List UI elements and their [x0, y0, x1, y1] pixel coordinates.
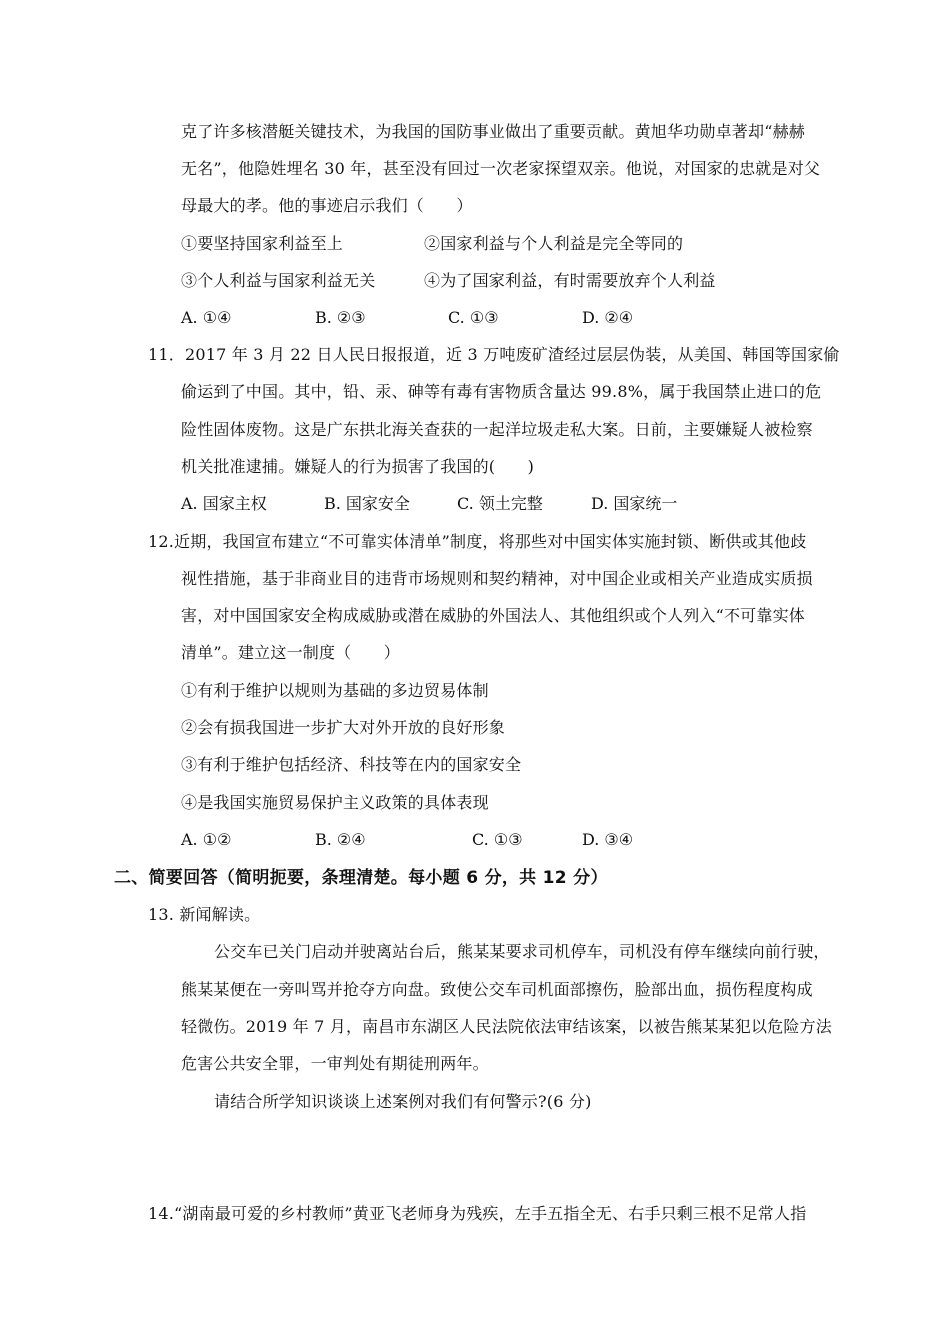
q13-paragraph-line-1: 公交车已关门启动并驶离站台后，熊某某要求司机停车，司机没有停车继续向前行驶， [214, 942, 830, 961]
q10-text-line-3: 母最大的孝。他的事迹启示我们（ ） [181, 196, 473, 215]
q12-text-line-1: 12.近期，我国宣布建立“不可靠实体清单”制度，将那些对中国实体实施封锁、断供或其他歧 [148, 532, 807, 551]
q11-text-line-3: 险性固体废物。这是广东拱北海关查获的一起洋垃圾走私大案。日前，主要嫌疑人被检察 [181, 420, 813, 439]
q12-text-line-2: 视性措施，基于非商业目的违背市场规则和契约精神，对中国企业或相关产业造成实质损 [181, 569, 813, 588]
q10-statement-1: ①要坚持国家利益至上 [181, 234, 344, 253]
q10-statement-4: ④为了国家利益，有时需要放弃个人利益 [424, 271, 716, 290]
q11-text-line-2: 偷运到了中国。其中，铅、汞、砷等有毒有害物质含量达 99.8%，属于我国禁止进口的危 [181, 382, 822, 401]
q11-option-a: A. 国家主权 [181, 494, 267, 513]
q12-text-line-4: 清单”。建立这一制度（ ） [181, 643, 400, 662]
q10-option-d: D. ②④ [582, 308, 634, 327]
q13-prompt: 请结合所学知识谈谈上述案例对我们有何警示?(6 分) [214, 1092, 592, 1111]
q12-statement-4: ④是我国实施贸易保护主义政策的具体表现 [181, 793, 489, 812]
q12-statement-2: ②会有损我国进一步扩大对外开放的良好形象 [181, 718, 506, 737]
q13-paragraph-line-4: 危害公共安全罪，一审判处有期徒刑两年。 [181, 1054, 489, 1073]
q12-statement-1: ①有利于维护以规则为基础的多边贸易体制 [181, 681, 489, 700]
q11-option-c: C. 领土完整 [457, 494, 543, 513]
q10-option-c: C. ①③ [448, 308, 499, 327]
q13-paragraph-line-2: 熊某某便在一旁叫骂并抢夺方向盘。致使公交车司机面部擦伤，脸部出血，损伤程度构成 [181, 980, 813, 999]
q13-paragraph-line-3: 轻微伤。2019 年 7 月，南昌市东湖区人民法院依法审结该案，以被告熊某某犯以危险方法 [181, 1017, 832, 1036]
q12-statement-3: ③有利于维护包括经济、科技等在内的国家安全 [181, 755, 522, 774]
q12-option-d: D. ③④ [582, 830, 634, 849]
q12-option-b: B. ②④ [315, 830, 366, 849]
section-2-heading: 二、简要回答（简明扼要，条理清楚。每小题 6 分，共 12 分） [114, 868, 608, 888]
q10-option-b: B. ②③ [315, 308, 366, 327]
q10-statement-2: ②国家利益与个人利益是完全等同的 [424, 234, 684, 253]
q12-option-c: C. ①③ [472, 830, 523, 849]
q11-text-line-1: 11．2017 年 3 月 22 日人民日报报道，近 3 万吨废矿渣经过层层伪装，从美国、韩国等国家偷 [148, 345, 840, 364]
q11-text-line-4: 机关批准逮捕。嫌疑人的行为损害了我国的( ) [181, 457, 535, 476]
q10-statement-3: ③个人利益与国家利益无关 [181, 271, 376, 290]
q12-text-line-3: 害，对中国国家安全构成威胁或潜在威胁的外国法人、其他组织或个人列入“不可靠实体 [181, 606, 805, 625]
q11-option-b: B. 国家安全 [324, 494, 410, 513]
q11-option-d: D. 国家统一 [591, 494, 678, 513]
q14-text-line-1: 14.“湖南最可爱的乡村教师”黄亚飞老师身为残疾，左手五指全无、右手只剩三根不足常人指 [148, 1204, 807, 1223]
q13-title: 13. 新闻解读。 [148, 905, 261, 924]
q10-text-line-2: 无名”，他隐姓埋名 30 年，甚至没有回过一次老家探望双亲。他说，对国家的忠就是对父 [181, 159, 821, 178]
q10-option-a: A. ①④ [181, 308, 232, 327]
q12-option-a: A. ①② [181, 830, 232, 849]
q10-text-line-1: 克了许多核潜艇关键技术，为我国的国防事业做出了重要贡献。黄旭华功勋卓著却“赫赫 [181, 122, 805, 141]
